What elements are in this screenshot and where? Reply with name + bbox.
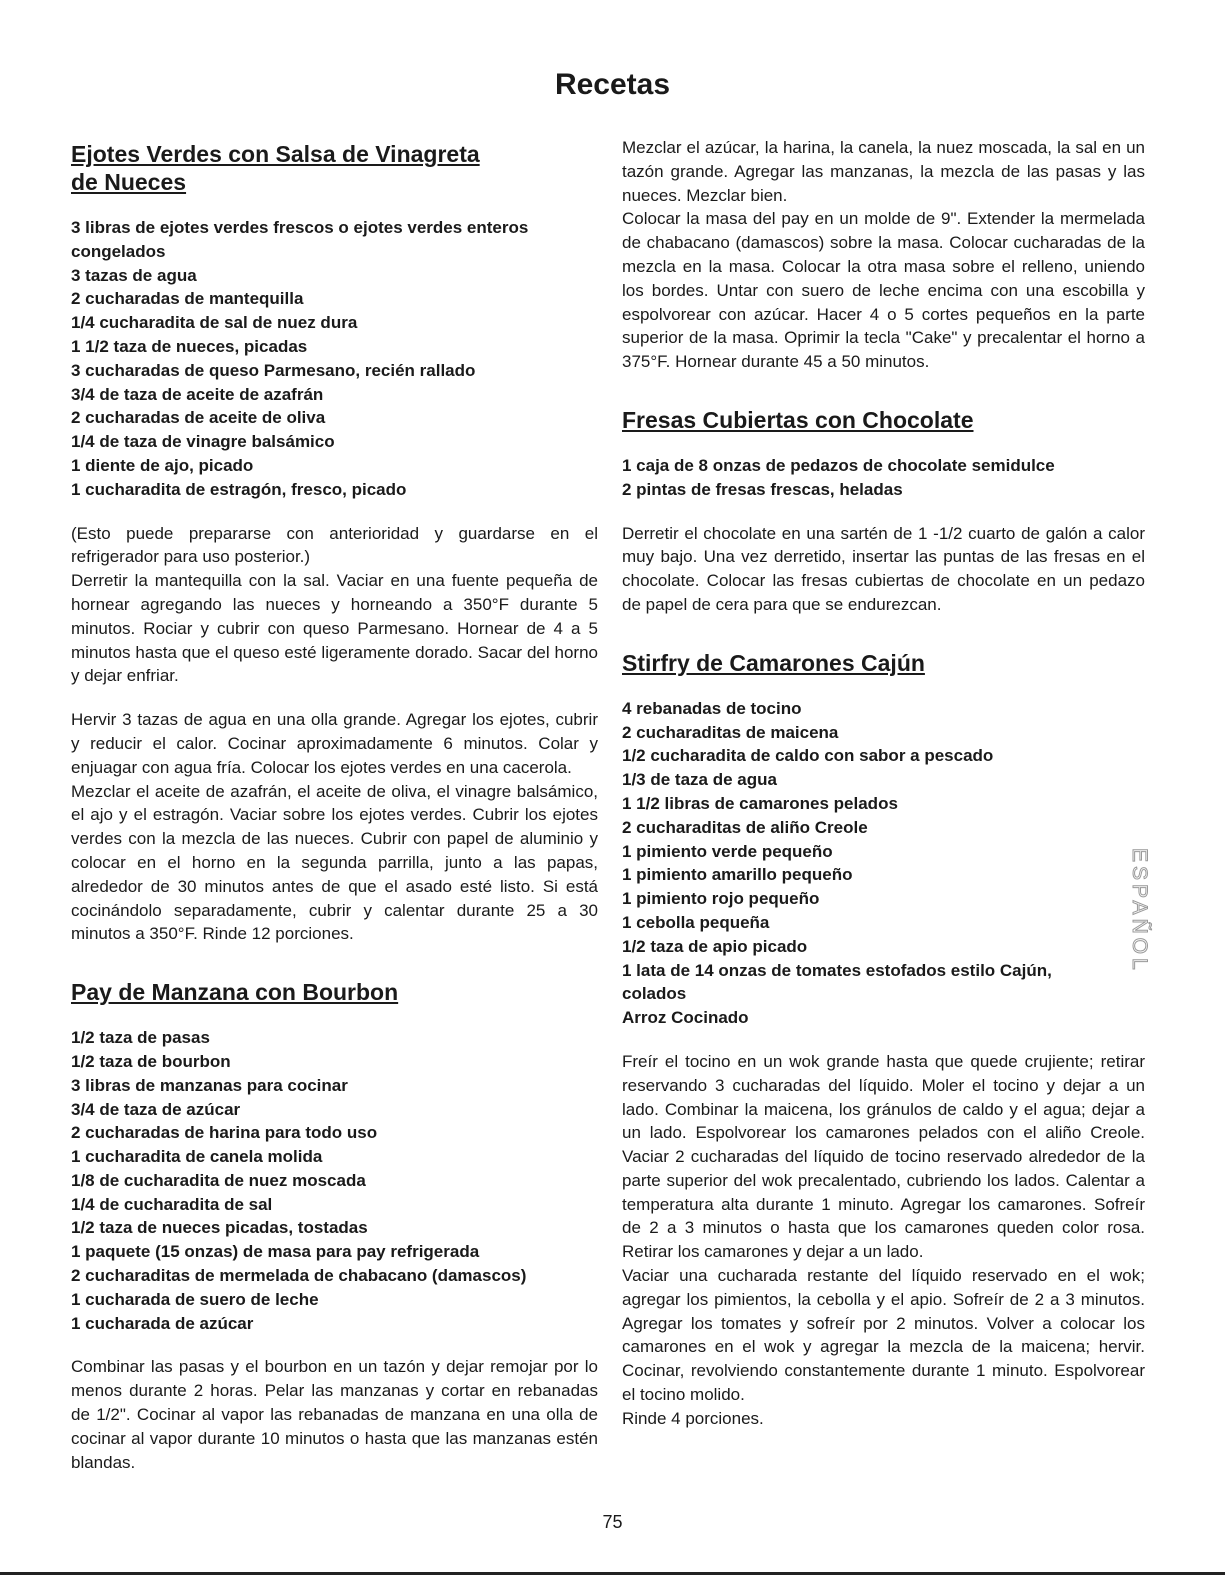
ingredient-list xyxy=(71,1026,598,1335)
ingredient-item: 1 caja de 8 onzas de pedazos de chocolate semidulce xyxy=(622,455,1055,475)
ingredient-item: 1 pimiento rojo pequeño xyxy=(622,889,820,909)
recipe-title: Stirfry de Camarones Cajún xyxy=(622,649,925,676)
instruction-paragraph: Mezclar el aceite de azafrán, el aceite de oliva, el vinagre balsámico, el ajo y el estragón. Vaciar sobre los ejotes verdes. Cubrir los ejotes verdes con la mezcla de las nueces. Cubrir con papel de aluminio y colocar en el horno en la segunda parrilla, junto a las papas, alrededor de 30 minutos antes de que el asado esté listo. Si está cocinándolo separadamente, cubrir y calentar durante 25 a 30 minutos a 350°F. Rinde 12 porciones. xyxy=(71,781,598,944)
ingredient-item: 1/4 cucharadita de sal de nuez dura xyxy=(71,313,358,333)
ingredient-item: 2 cucharaditas de mermelada de chabacano (damascos) xyxy=(71,1266,527,1286)
instruction-paragraph: Freír el tocino en un wok grande hasta que quede crujiente; retirar reservando 3 cucharadas del líquido. Moler el tocino y dejar a un lado. Combinar la maicena, los gránulos de caldo y el agua; dejar a un lado. Espolvorear los camarones pelados con el aliño Creole. Vaciar 2 cucharadas del líquido de tocino reservado alrededor de la parte superior del wok precalentado, cubriendo los lados. Calentar a temperatura alta durante 1 minuto. Agregar los camarones. Sofreír de 2 a 3 minutos o hasta que los camarones queden color rosa. Retirar los camarones y dejar a un lado. xyxy=(622,1051,1145,1262)
ingredient-item: 4 rebanadas de tocino xyxy=(622,698,802,718)
recipe-title: Pay de Manzana con Bourbon xyxy=(71,979,399,1006)
ingredient-item: 1 cebolla pequeña xyxy=(622,912,770,932)
ingredient-item: 3/4 de taza de azúcar xyxy=(71,1099,241,1119)
language-side-tab xyxy=(1125,848,1155,973)
language-label: ESPAÑOL xyxy=(1128,848,1151,974)
ingredient-item: 1/8 de cucharadita de nuez moscada xyxy=(71,1170,366,1190)
ingredient-item: 1/4 de cucharadita de sal xyxy=(71,1194,273,1214)
instruction-paragraph: Mezclar el azúcar, la harina, la canela, la nuez moscada, la sal en un tazón grande. Agregar las manzanas, la mezcla de las pasas y las nueces. Mezclar bien. xyxy=(622,138,1145,205)
ingredient-item: 1/3 de taza de agua xyxy=(622,770,777,790)
bottom-rule xyxy=(0,1572,1225,1575)
instruction-paragraph: Colocar la masa del pay en un molde de 9". Extender la mermelada de chabacano (damascos) sobre la masa. Colocar cucharadas de la mezcla en la masa. Colocar la otra masa sobre el relleno, uniendo los bordes. Untar con suero de leche encima con una escobilla y espolvorear con azúcar. Hacer 4 o 5 cortes pequeños en la parte superior de la masa. Oprimir la tecla "Cake" y precalentar el horno a 375°F. Hornear durante 45 a 50 minutos. xyxy=(622,209,1145,372)
ingredient-item: 2 cucharaditas de aliño Creole xyxy=(622,817,868,837)
recipe-title: Ejotes Verdes con Salsa de Vinagreta de Nueces xyxy=(71,141,480,195)
recipe-pay xyxy=(71,978,598,1474)
instruction-paragraph: (Esto puede prepararse con anterioridad y guardarse en el refrigerador para uso posterior.) xyxy=(71,523,598,567)
ingredient-item: 3 cucharadas de queso Parmesano, recién rallado xyxy=(71,360,476,380)
instruction-paragraph: Derretir la mantequilla con la sal. Vaciar en una fuente pequeña de hornear agregando las nueces y horneando a 350°F durante 5 minutos. Rociar y cubrir con queso Parmesano. Hornear de 4 a 5 minutos hasta que el queso esté ligeramente dorado. Sacar del horno y dejar enfriar. xyxy=(71,571,598,686)
ingredient-item: 1 1/2 taza de nueces, picadas xyxy=(71,336,308,356)
ingredient-item: 3 libras de manzanas para cocinar xyxy=(71,1075,348,1095)
ingredient-item: Arroz Cocinado xyxy=(622,1008,749,1028)
ingredient-item: 1/2 taza de bourbon xyxy=(71,1051,231,1071)
ingredient-item: 2 cucharadas de harina para todo uso xyxy=(71,1123,378,1143)
ingredient-item: 1 pimiento verde pequeño xyxy=(622,841,833,861)
instruction-paragraph: Derretir el chocolate en una sartén de 1 -1/2 cuarto de galón a calor muy bajo. Una vez derretido, insertar las puntas de las fresas en el chocolate. Colocar las fresas cubiertas de chocolate en un pedazo de papel de cera para que se endurezcan. xyxy=(622,523,1145,614)
ingredient-item: 1 diente de ajo, picado xyxy=(71,455,254,475)
ingredient-item: 3 tazas de agua xyxy=(71,265,197,285)
instruction-paragraph: Combinar las pasas y el bourbon en un tazón y dejar remojar por lo menos durante 2 horas. Pelar las manzanas y cortar en rebanadas de 1/2". Cocinar al vapor las rebanadas de manzana en una olla de cocinar al vapor durante 10 minutos o hasta que las manzanas estén blandas. xyxy=(71,1357,598,1472)
page-title: Recetas xyxy=(554,68,671,101)
instruction-paragraph: Rinde 4 porciones. xyxy=(622,1408,764,1428)
instruction-paragraph: Hervir 3 tazas de agua en una olla grande. Agregar los ejotes, cubrir y reducir el calor. Cocinar aproximadamente 6 minutos. Colar y enjuagar con agua fría. Colocar los ejotes verdes en una cacerola. xyxy=(71,710,598,777)
ingredient-item: 2 cucharaditas de maicena xyxy=(622,722,839,742)
ingredient-item: 1/2 taza de nueces picadas, tostadas xyxy=(71,1218,368,1238)
ingredient-item: 2 cucharadas de mantequilla xyxy=(71,289,304,309)
page-number: 75 xyxy=(602,1512,623,1532)
ingredient-item: 3/4 de taza de aceite de azafrán xyxy=(71,384,324,404)
recipe-title: Fresas Cubiertas con Chocolate xyxy=(622,406,974,433)
right-column xyxy=(622,140,1145,1431)
ingredient-item: 3 libras de ejotes verdes frescos o ejotes verdes enteros congelados xyxy=(71,218,529,261)
ingredient-list xyxy=(71,216,598,502)
ingredient-item: 1/2 taza de pasas xyxy=(71,1028,210,1048)
left-column xyxy=(71,140,598,1474)
ingredient-item: 1 paquete (15 onzas) de masa para pay refrigerada xyxy=(71,1242,480,1262)
instruction-paragraph: Vaciar una cucharada restante del líquido reservado en el wok; agregar los pimientos, la cebolla y el apio. Sofreír de 2 a 3 minutos. Agregar los tomates y sofreír por 2 minutos. Volver a colocar los camarones en el wok y agregar la mezcla de la maicena; hervir. Cocinar, revolviendo constantemente durante 1 minuto. Espolvorear el tocino molido. xyxy=(622,1266,1145,1405)
ingredient-item: 1 1/2 libras de camarones pelados xyxy=(622,793,898,813)
ingredient-item: 1 lata de 14 onzas de tomates estofados estilo Cajún, colados xyxy=(622,960,1052,1004)
ingredient-item: 1/4 de taza de vinagre balsámico xyxy=(71,432,335,452)
ingredient-list xyxy=(622,697,1112,1030)
ingredient-item: 2 pintas de fresas frescas, heladas xyxy=(622,479,903,499)
ingredient-list xyxy=(622,454,1145,502)
ingredient-item: 1/2 taza de apio picado xyxy=(622,936,808,956)
recipe-stirfry xyxy=(622,649,1145,1431)
ingredient-item: 1 cucharada de suero de leche xyxy=(71,1289,319,1309)
recipe-fresas xyxy=(622,406,1145,617)
recipe-ejotes xyxy=(71,140,598,946)
ingredient-item: 1/2 cucharadita de caldo con sabor a pescado xyxy=(622,746,994,766)
ingredient-item: 1 cucharadita de estragón, fresco, picado xyxy=(71,479,407,499)
ingredient-item: 1 cucharadita de canela molida xyxy=(71,1147,323,1167)
ingredient-item: 1 pimiento amarillo pequeño xyxy=(622,865,853,885)
ingredient-item: 1 cucharada de azúcar xyxy=(71,1313,254,1333)
ingredient-item: 2 cucharadas de aceite de oliva xyxy=(71,408,326,428)
